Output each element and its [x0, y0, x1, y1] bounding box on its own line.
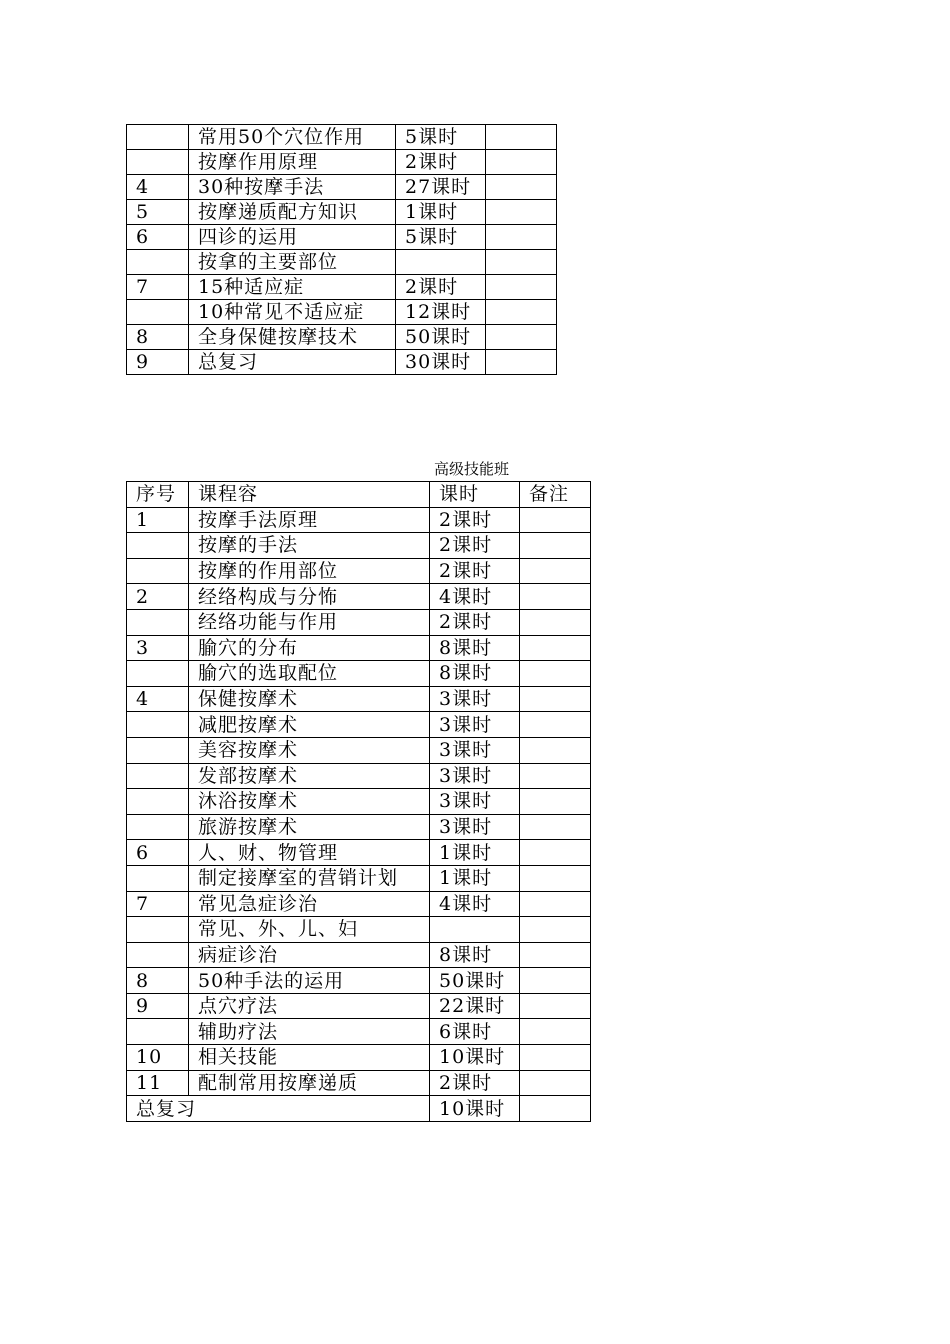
- hours-cell: 1课时: [430, 865, 520, 891]
- course-cell: 四诊的运用: [189, 225, 396, 250]
- course-cell: 常用50个穴位作用: [189, 125, 396, 150]
- table-header-row: [127, 482, 591, 508]
- table-row: [127, 635, 591, 661]
- note-cell: [520, 1045, 591, 1071]
- note-cell: [486, 275, 557, 300]
- table-row: [127, 609, 591, 635]
- table-row: [127, 150, 557, 175]
- hours-cell: 22课时: [430, 993, 520, 1019]
- note-cell: [520, 1019, 591, 1045]
- table-row: [127, 865, 591, 891]
- note-cell: [520, 737, 591, 763]
- table-row: [127, 993, 591, 1019]
- course-cell: 按摩递质配方知识: [189, 200, 396, 225]
- seq-cell: [127, 300, 189, 325]
- note-cell: [520, 891, 591, 917]
- total-review-row: [127, 1096, 591, 1122]
- hours-cell: 30课时: [396, 350, 486, 375]
- seq-cell: [127, 712, 189, 738]
- hours-cell: 3课时: [430, 763, 520, 789]
- header-hours: 课时: [430, 482, 520, 508]
- table-row: [127, 125, 557, 150]
- total-review-note: [520, 1096, 591, 1122]
- note-cell: [520, 661, 591, 687]
- course-cell: 沐浴按摩术: [189, 789, 430, 815]
- course-cell: 常见、外、儿、妇: [189, 917, 430, 943]
- course-cell: 病症诊治: [189, 942, 430, 968]
- hours-cell: 1课时: [396, 200, 486, 225]
- hours-cell: 2课时: [430, 507, 520, 533]
- note-cell: [486, 300, 557, 325]
- total-review-hours: 10课时: [430, 1096, 520, 1122]
- hours-cell: 3课时: [430, 686, 520, 712]
- course-cell: 15种适应症: [189, 275, 396, 300]
- seq-cell: [127, 609, 189, 635]
- table-row: [127, 325, 557, 350]
- note-cell: [520, 584, 591, 610]
- hours-cell: [430, 917, 520, 943]
- table-row: [127, 1019, 591, 1045]
- seq-cell: [127, 814, 189, 840]
- hours-cell: 8课时: [430, 635, 520, 661]
- course-cell: 10种常见不适应症: [189, 300, 396, 325]
- note-cell: [520, 533, 591, 559]
- table-row: [127, 584, 591, 610]
- course-cell: 按摩的作用部位: [189, 558, 430, 584]
- hours-cell: 1课时: [430, 840, 520, 866]
- table-row: [127, 250, 557, 275]
- seq-cell: 4: [127, 686, 189, 712]
- table-row: [127, 840, 591, 866]
- course-cell: 配制常用按摩递质: [189, 1070, 430, 1096]
- note-cell: [520, 840, 591, 866]
- hours-cell: 2课时: [396, 275, 486, 300]
- hours-cell: 10课时: [430, 1045, 520, 1071]
- note-cell: [520, 609, 591, 635]
- hours-cell: 2课时: [430, 558, 520, 584]
- table-row: [127, 814, 591, 840]
- course-cell: 腧穴的分布: [189, 635, 430, 661]
- seq-cell: [127, 661, 189, 687]
- course-cell: 50种手法的运用: [189, 968, 430, 994]
- course-cell: 全身保健按摩技术: [189, 325, 396, 350]
- course-cell: 人、财、物管理: [189, 840, 430, 866]
- course-cell: 减肥按摩术: [189, 712, 430, 738]
- course-cell: 腧穴的选取配位: [189, 661, 430, 687]
- seq-cell: 10: [127, 1045, 189, 1071]
- seq-cell: 8: [127, 968, 189, 994]
- table-row: [127, 200, 557, 225]
- hours-cell: 27课时: [396, 175, 486, 200]
- seq-cell: 5: [127, 200, 189, 225]
- seq-cell: 9: [127, 350, 189, 375]
- seq-cell: 2: [127, 584, 189, 610]
- seq-cell: [127, 763, 189, 789]
- note-cell: [486, 200, 557, 225]
- seq-cell: [127, 942, 189, 968]
- table-row: [127, 1070, 591, 1096]
- hours-cell: 2课时: [430, 609, 520, 635]
- note-cell: [520, 993, 591, 1019]
- course-cell: 旅游按摩术: [189, 814, 430, 840]
- note-cell: [520, 942, 591, 968]
- seq-cell: [127, 865, 189, 891]
- course-cell: 经络构成与分怖: [189, 584, 430, 610]
- note-cell: [520, 917, 591, 943]
- seq-cell: 9: [127, 993, 189, 1019]
- seq-cell: [127, 150, 189, 175]
- note-cell: [520, 968, 591, 994]
- course-cell: 经络功能与作用: [189, 609, 430, 635]
- seq-cell: [127, 737, 189, 763]
- note-cell: [520, 763, 591, 789]
- seq-cell: [127, 533, 189, 559]
- table-row: [127, 789, 591, 815]
- seq-cell: 8: [127, 325, 189, 350]
- table-row: [127, 1045, 591, 1071]
- note-cell: [520, 635, 591, 661]
- note-cell: [486, 150, 557, 175]
- seq-cell: 7: [127, 891, 189, 917]
- hours-cell: 2课时: [396, 150, 486, 175]
- table-row: [127, 763, 591, 789]
- table-caption-advanced-class: 高级技能班: [434, 460, 510, 478]
- course-cell: 按摩手法原理: [189, 507, 430, 533]
- hours-cell: 3课时: [430, 712, 520, 738]
- note-cell: [520, 789, 591, 815]
- seq-cell: [127, 125, 189, 150]
- hours-cell: 8课时: [430, 942, 520, 968]
- hours-cell: 3课时: [430, 814, 520, 840]
- seq-cell: [127, 250, 189, 275]
- course-cell: 相关技能: [189, 1045, 430, 1071]
- table-row: [127, 225, 557, 250]
- note-cell: [486, 225, 557, 250]
- course-cell: 按摩作用原理: [189, 150, 396, 175]
- hours-cell: 5课时: [396, 125, 486, 150]
- table-row: [127, 507, 591, 533]
- table-row: [127, 350, 557, 375]
- table-row: [127, 661, 591, 687]
- table-row: [127, 737, 591, 763]
- course-cell: 30种按摩手法: [189, 175, 396, 200]
- note-cell: [520, 686, 591, 712]
- hours-cell: 50课时: [396, 325, 486, 350]
- hours-cell: [396, 250, 486, 275]
- table-row: [127, 275, 557, 300]
- table-row: [127, 175, 557, 200]
- seq-cell: [127, 789, 189, 815]
- note-cell: [520, 1070, 591, 1096]
- table-row: [127, 712, 591, 738]
- note-cell: [486, 175, 557, 200]
- course-cell: 保健按摩术: [189, 686, 430, 712]
- hours-cell: 2课时: [430, 533, 520, 559]
- hours-cell: 2课时: [430, 1070, 520, 1096]
- table-row: [127, 533, 591, 559]
- seq-cell: [127, 1019, 189, 1045]
- note-cell: [486, 250, 557, 275]
- header-course: 课程容: [189, 482, 430, 508]
- course-cell: 按拿的主要部位: [189, 250, 396, 275]
- note-cell: [486, 350, 557, 375]
- hours-cell: 50课时: [430, 968, 520, 994]
- note-cell: [520, 712, 591, 738]
- table-row: [127, 891, 591, 917]
- hours-cell: 3课时: [430, 789, 520, 815]
- table-row: [127, 300, 557, 325]
- course-cell: 按摩的手法: [189, 533, 430, 559]
- seq-cell: [127, 558, 189, 584]
- seq-cell: 6: [127, 840, 189, 866]
- table-row: [127, 942, 591, 968]
- seq-cell: 1: [127, 507, 189, 533]
- hours-cell: 4课时: [430, 584, 520, 610]
- course-cell: 美容按摩术: [189, 737, 430, 763]
- note-cell: [520, 558, 591, 584]
- hours-cell: 4课时: [430, 891, 520, 917]
- seq-cell: 7: [127, 275, 189, 300]
- table-row: [127, 917, 591, 943]
- note-cell: [520, 814, 591, 840]
- course-cell: 制定接摩室的营销计划: [189, 865, 430, 891]
- seq-cell: 6: [127, 225, 189, 250]
- course-cell: 发部按摩术: [189, 763, 430, 789]
- hours-cell: 3课时: [430, 737, 520, 763]
- course-cell: 总复习: [189, 350, 396, 375]
- hours-cell: 5课时: [396, 225, 486, 250]
- note-cell: [520, 507, 591, 533]
- table-row: [127, 558, 591, 584]
- course-cell: 常见急症诊治: [189, 891, 430, 917]
- hours-cell: 8课时: [430, 661, 520, 687]
- seq-cell: 11: [127, 1070, 189, 1096]
- course-table-advanced: [126, 481, 591, 1122]
- note-cell: [486, 325, 557, 350]
- hours-cell: 6课时: [430, 1019, 520, 1045]
- seq-cell: 3: [127, 635, 189, 661]
- table-row: [127, 686, 591, 712]
- header-note: 备注: [520, 482, 591, 508]
- seq-cell: 4: [127, 175, 189, 200]
- course-table-basic: [126, 124, 557, 375]
- total-review-label: 总复习: [127, 1096, 430, 1122]
- header-seq: 序号: [127, 482, 189, 508]
- note-cell: [486, 125, 557, 150]
- table-row: [127, 968, 591, 994]
- hours-cell: 12课时: [396, 300, 486, 325]
- note-cell: [520, 865, 591, 891]
- course-cell: 辅助疗法: [189, 1019, 430, 1045]
- seq-cell: [127, 917, 189, 943]
- course-cell: 点穴疗法: [189, 993, 430, 1019]
